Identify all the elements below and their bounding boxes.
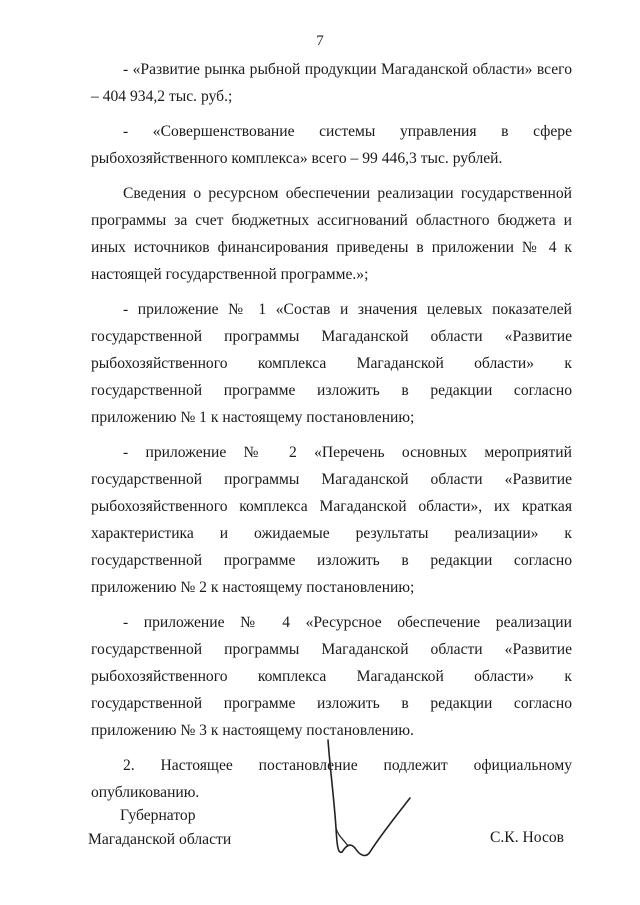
document-body <box>91 56 572 814</box>
paragraph-management-subprogram: - «Совершенствование системы управления в сфере рыбохозяйственного комплекса» всего – 99 446,3 тыс. рублей. <box>91 123 572 167</box>
paragraph-appendix-4: - приложение № 4 «Ресурсное обеспечение реализации государственной программы Магаданской области «Развитие рыбохозяйственного комплекса Магаданской области» к государственной программе изложить в редакции согласно приложению № 3 к настоящему постановлению. <box>91 614 572 739</box>
signatory-title <box>88 804 231 852</box>
handwritten-signature <box>300 728 440 878</box>
signatory-title-line2: Магаданской области <box>88 831 232 848</box>
paragraph-market-subprogram: - «Развитие рынка рыбной продукции Магаданской области» всего – 404 934,2 тыс. руб.; <box>91 61 572 105</box>
paragraph-publication: 2. Настоящее постановление подлежит официальному опубликованию. <box>91 757 572 801</box>
signatory-name: С.К. Носов <box>490 829 565 846</box>
paragraph-resource-info: Сведения о ресурсном обеспечении реализации государственной программы за счет бюджетных ассигнований областного бюджета и иных источников финансирования приведены в приложении № 4 к настоящей государственной программе.»; <box>91 185 572 283</box>
page-number: 7 <box>316 33 324 49</box>
signatory-title-line1: Губернатор <box>120 807 196 824</box>
paragraph-appendix-1: - приложение № 1 «Состав и значения целевых показателей государственной программы Магаданской области «Развитие рыбохозяйственного комплекса Магаданской области» к государственной программе изложить в редакции согласно приложению № 1 к настоящему постановлению; <box>91 301 572 426</box>
paragraph-appendix-2: - приложение № 2 «Перечень основных мероприятий государственной программы Магаданской области «Развитие рыбохозяйственного комплекса Магаданской области», их краткая характеристика и ожидаемые результаты реализации» к государственной программе изложить в редакции согласно приложению № 2 к настоящему постановлению; <box>91 444 572 596</box>
